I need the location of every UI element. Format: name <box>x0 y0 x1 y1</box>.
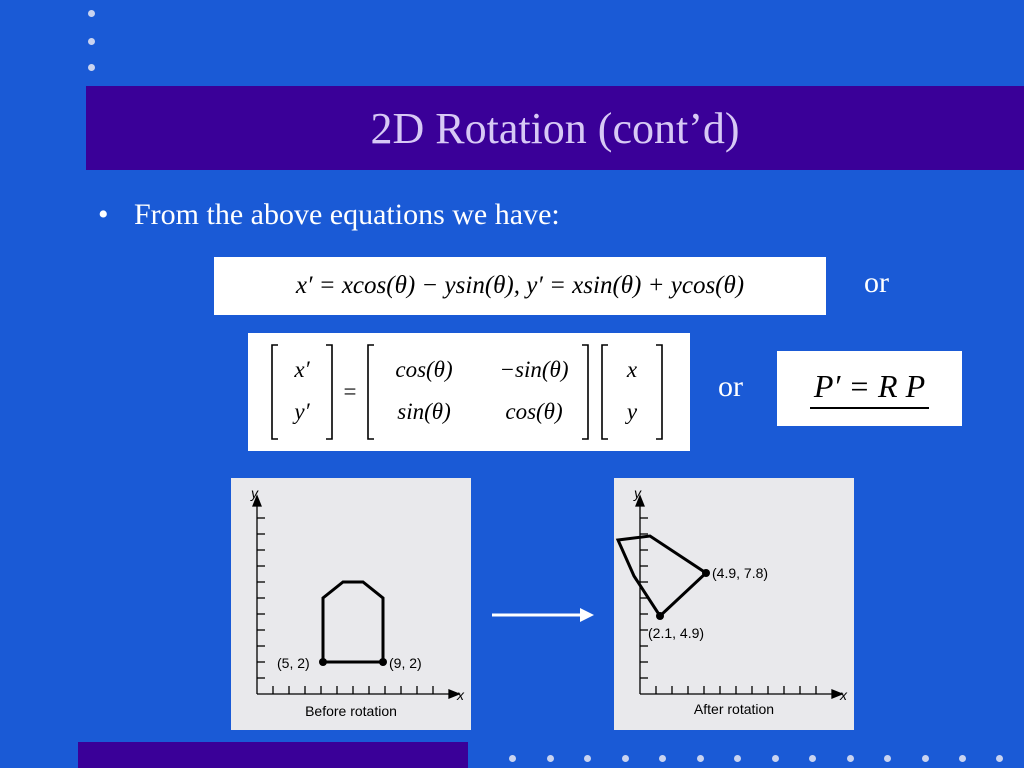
matrix-rot-22: cos(θ) <box>505 399 563 424</box>
arrow-icon <box>490 602 600 628</box>
equation-expanded: x′ = xcos(θ) − ysin(θ), y′ = xsin(θ) + ycos(θ) <box>214 257 826 315</box>
or-label-1: or <box>864 266 889 299</box>
after-point-label-2: (2.1, 4.9) <box>648 625 705 641</box>
slide-title: 2D Rotation (cont’d) <box>370 103 740 153</box>
before-shape <box>323 582 383 662</box>
before-axis-x: x <box>457 687 464 703</box>
before-point-label-2: (9, 2) <box>389 655 422 671</box>
matrix-lhs-1: x′ <box>294 357 310 382</box>
figure-before-rotation <box>231 478 471 730</box>
after-axis-y: y <box>634 485 641 501</box>
or-label-2: or <box>718 370 743 403</box>
equation-compact <box>777 351 962 426</box>
equation-matrix <box>248 333 690 451</box>
matrix-equals: = <box>343 379 357 404</box>
figure-after-rotation <box>614 478 854 730</box>
before-point-label-1: (5, 2) <box>277 655 310 671</box>
bullet-text: From the above equations we have: <box>134 198 560 231</box>
point-marker <box>656 612 664 620</box>
bottom-bar <box>78 742 468 768</box>
after-caption: After rotation <box>693 701 775 717</box>
after-point-label-1: (4.9, 7.8) <box>712 565 769 581</box>
matrix-lhs-2: y′ <box>294 399 310 424</box>
before-caption: Before rotation <box>305 703 397 719</box>
point-marker <box>319 658 327 666</box>
bullet-item <box>98 198 560 232</box>
before-axis-y: y <box>251 485 258 501</box>
matrix-rot-21: sin(θ) <box>397 399 451 424</box>
bullet-marker: • <box>98 198 109 231</box>
point-marker <box>702 569 710 577</box>
matrix-vec-y: y <box>626 399 638 424</box>
matrix-vec-x: x <box>626 357 638 382</box>
title-bar <box>86 86 1024 170</box>
after-shape <box>618 536 706 616</box>
after-axis-x: x <box>840 687 847 703</box>
point-marker <box>379 658 387 666</box>
matrix-rot-11: cos(θ) <box>395 357 453 382</box>
matrix-rot-12: −sin(θ) <box>499 357 569 382</box>
equation-compact-text: P′ = R P <box>810 368 929 409</box>
